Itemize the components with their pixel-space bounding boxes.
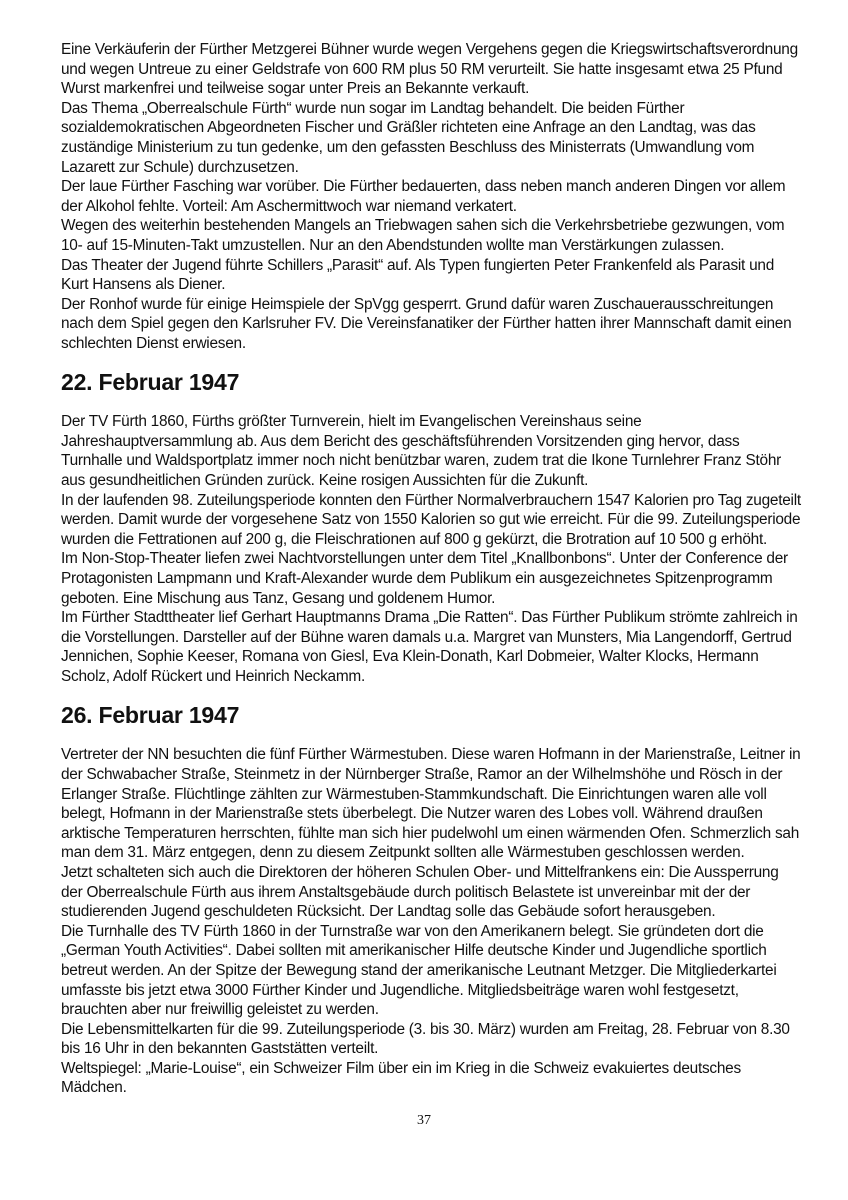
paragraph: Weltspiegel: „Marie-Louise“, ein Schweizer Film über ein im Krieg in die Schweiz evakuiertes deutsches Mädchen. <box>61 1059 741 1097</box>
section-26-februar-1947 <box>61 702 801 1098</box>
paragraph: Der laue Fürther Fasching war vorüber. Die Fürther bedauerten, dass neben manch anderen Dingen vor allem der Alkohol fehlte. Vorteil: Am Aschermittwoch war niemand verkatert. <box>61 178 786 215</box>
paragraph: Die Lebensmittelkarten für die 99. Zuteilungsperiode (3. bis 30. März) wurden am Freitag, 28. Februar von 8.30 bis 16 Uhr in den bekannten Gaststätten verteilt. <box>61 1020 790 1058</box>
date-heading: 26. Februar 1947 <box>61 702 240 729</box>
paragraph: Wegen des weiterhin bestehenden Mangels an Triebwagen sahen sich die Verkehrsbetriebe gezwungen, vom 10- auf 15-Minuten-Takt umzustellen. Nur an den Abendstunden wollte man Verstärkungen zulassen. <box>61 217 785 254</box>
paragraph: Die Turnhalle des TV Fürth 1860 in der Turnstraße war von den Amerikanern belegt. Sie gründeten dort die „German Youth Activities“. Dabei sollten mit amerikanischer Hilfe deutsche Kinder und Jugendliche sportlich betreut werden. An der Spitze der Bewegung stand der amerikanische Leutnant Metzger. Die Mitgliederkartei umfasste bis jetzt etwa 3000 Fürther Kinder und Jugendliche. Mitgliedsbeiträge waren wohl festgesetzt, brauchten aber nur freiwillig geleistet zu werden. <box>61 922 777 1019</box>
paragraph: Das Thema „Oberrealschule Fürth“ wurde nun sogar im Landtag behandelt. Die beiden Fürther sozialdemokratischen Abgeordneten Fischer und Gräßler richteten eine Anfrage an den Landtag, was das zuständige Ministerium zu tun gedenke, um den gefassten Beschluss des Ministerrats (Umwandlung vom Lazarett zur Schule) durchzusetzen. <box>61 99 756 176</box>
paragraph: Im Non-Stop-Theater liefen zwei Nachtvorstellungen unter dem Titel „Knallbonbons“. Unter der Conference der Protagonisten Lampmann und Kraft-Alexander wurde dem Publikum ein ausgezeichnetes Spitzenprogramm geboten. Eine Mischung aus Tanz, Gesang und goldenem Humor. <box>61 550 788 607</box>
date-heading: 22. Februar 1947 <box>61 369 240 396</box>
paragraph: In der laufenden 98. Zuteilungsperiode konnten den Fürther Normalverbrauchern 1547 Kalorien pro Tag zugeteilt werden. Damit wurde der vorgesehene Satz von 1550 Kalorien so gut wie erreicht. Für die 99. Zuteilungsperiode wurden die Fettrationen auf 200 g, die Fleischrationen auf 800 g gekürzt, die Brotration auf 10 500 g erhöht. <box>61 491 801 548</box>
paragraph: Vertreter der NN besuchten die fünf Fürther Wärmestuben. Diese waren Hofmann in der Marienstraße, Leitner in der Schwabacher Straße, Steinmetz in der Nürnberger Straße, Ramor an der Wilhelmshöhe und Rösch in der Erlanger Straße. Flüchtlinge zählten zur Wärmestuben-Stammkundschaft. Die Einrichtungen waren alle voll belegt, Hofmann in der Marienstraße stets überbelegt. Die Nutzer waren des Lobes voll. Während draußen arktische Temperaturen herrschten, fühlte man sich hier pudelwohl um einen wärmenden Ofen. Schmerzlich sah man dem 31. März entgegen, denn zu diesem Zeitpunkt sollten alle Wärmestuben geschlossen werden. <box>61 746 801 862</box>
page-number: 37 <box>417 1113 431 1128</box>
paragraph: Das Theater der Jugend führte Schillers „Parasit“ auf. Als Typen fungierten Peter Frankenfeld als Parasit und Kurt Hansens als Diener. <box>61 256 775 294</box>
paragraph: Der Ronhof wurde für einige Heimspiele der SpVgg gesperrt. Grund dafür waren Zuschauerausschreitungen nach dem Spiel gegen den Karlsruher FV. Die Vereinsfanatiker der Fürther hatten ihrer Mannschaft damit einen schlechten Dienst erwiesen. <box>61 295 792 352</box>
intro-entries <box>61 40 801 354</box>
paragraph: Im Fürther Stadttheater lief Gerhart Hauptmanns Drama „Die Ratten“. Das Fürther Publikum strömte zahlreich in die Vorstellungen. Darsteller auf der Bühne waren damals u.a. Margret van Munsters, Mia Langendorff, Gertrud Jennichen, Sophie Keeser, Romana von Giesl, Eva Klein-Donath, Karl Dobmeier, Walter Klocks, Hermann Scholz, Adolf Rückert und Heinrich Neckamm. <box>61 609 798 685</box>
document-page <box>61 40 801 1098</box>
paragraph: Eine Verkäuferin der Fürther Metzgerei Bühner wurde wegen Vergehens gegen die Kriegswirtschaftsverordnung und wegen Untreue zu einer Geldstrafe von 600 RM plus 50 RM verurteilt. Sie hatte insgesamt etwa 25 Pfund Wurst markenfrei und teilweise sogar unter Preis an Bekannte verkauft. <box>61 41 798 98</box>
paragraph: Jetzt schalteten sich auch die Direktoren der höheren Schulen Ober- und Mittelfrankens ein: Die Aussperrung der Oberrealschule Fürth aus ihrem Anstaltsgebäude durch politisch Belastete ist unvereinbar mit der der studierenden Jugend geschuldeten Rücksicht. Der Landtag solle das Gebäude sofort herausgeben. <box>61 863 779 921</box>
section-22-februar-1947 <box>61 369 801 687</box>
paragraph: Der TV Fürth 1860, Fürths größter Turnverein, hielt im Evangelischen Vereinshaus seine Jahreshauptversammlung ab. Aus dem Bericht des geschäftsführenden Vorsitzenden ging hervor, dass Turnhalle und Waldsportplatz immer noch nicht benützbar waren, zudem trat die Ikone Turnlehrer Franz Stöhr aus gesundheitlichen Gründen zurück. Keine rosigen Aussichten für die Zukunft. <box>61 413 782 490</box>
